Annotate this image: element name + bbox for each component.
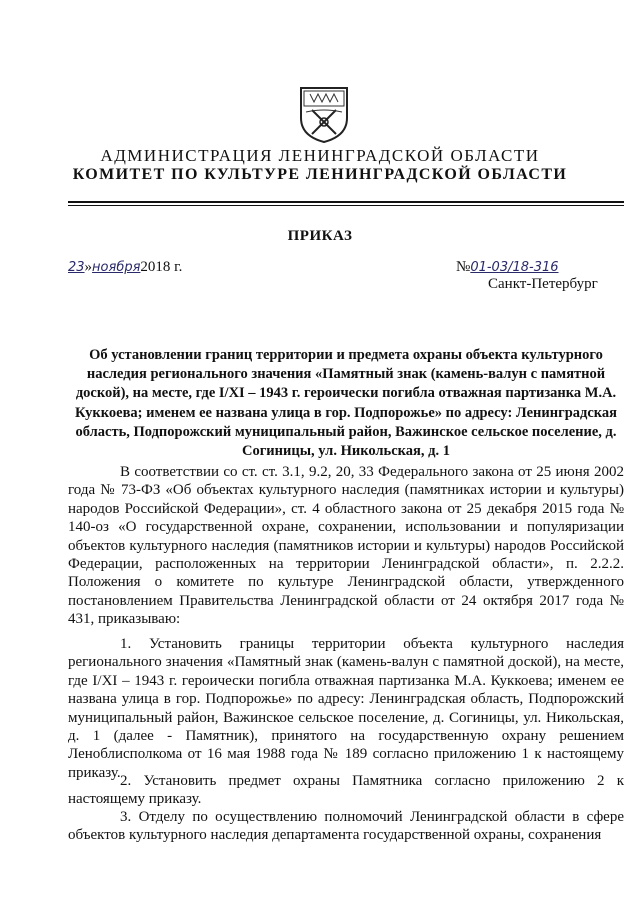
document-number — [456, 259, 559, 276]
header-divider-thick — [68, 201, 624, 203]
coat-of-arms-icon — [298, 84, 350, 144]
preamble-paragraph: В соответствии со ст. ст. 3.1, 9.2, 20, 33 Федерального закона от 25 июня 2002 года № 73-ФЗ «Об объектах культурного наследия (памятниках истории и культуры) народов Российской Федерации», ст. 4 областного закона от 25 декабря 2015 года № 140-оз «О государственной охране, сохранении, использовании и популяризации объектов культурного наследия (памятников истории и культуры) народов Российской Федерации, расположенных на территории Ленинградской области», п. 2.2.2. Положения о комитете по культуре Ленинградской области, утвержденного постановлением Правительства Ленинградской области от 24 октября 2017 года № 431, приказываю: — [68, 464, 624, 628]
document-subject: Об установлении границ территории и предмета охраны объекта культурного наследия регионального значения «Памятный знак (камень-валун с памятной доской), на месте, где I/XI – 1943 г. героически погибла отважная партизанка М.А. Куккоева; именем ее названа улица в гор. Подпорожье» по адресу: Ленинградская область, Подпорожский муниципальный район, Важинское сельское поселение, д. Согиницы, ул. Никольская, д. 1 — [74, 347, 618, 460]
order-item-2: 2. Установить предмет охраны Памятника согласно приложению 2 к настоящему приказу. — [68, 773, 624, 808]
order-item-1: 1. Установить границы территории объекта культурного наследия регионального значения «Памятный знак (камень-валун с памятной доской), на месте, где I/XI – 1943 г. героически погибла отважная партизанка М.А. Куккоева; именем ее названа улица в гор. Подпорожье» по адресу: Ленинградская область, Подпорожский муниципальный район, Важинское сельское поселение, д. Согиницы, ул. Никольская, д. 1 (далее - Памятник), принятого на государственную охрану решением Леноблисполкома от 16 мая 1988 года № 189 согласно приложению 1 к настоящему приказу. — [68, 636, 624, 781]
date-month: ноября — [92, 260, 141, 275]
document-date — [68, 259, 182, 276]
committee-name: КОМИТЕТ ПО КУЛЬТУРЕ ЛЕНИНГРАДСКОЙ ОБЛАСТИ — [72, 166, 568, 183]
date-quote: » — [84, 259, 93, 275]
document-title: ПРИКАЗ — [287, 228, 353, 244]
document-city: Санкт-Петербург — [488, 276, 598, 292]
date-year: 2018 г. — [140, 259, 183, 275]
date-day: 23 — [68, 260, 85, 275]
order-item-3: 3. Отделу по осуществлению полномочий Ленинградской области в сфере объектов культурного наследия департамента государственной охраны, сохранения — [68, 809, 624, 844]
number-value: 01-03/18-316 — [470, 260, 559, 275]
header-divider-thin — [68, 205, 624, 206]
number-prefix: № — [456, 259, 471, 275]
organization-name: АДМИНИСТРАЦИЯ ЛЕНИНГРАДСКОЙ ОБЛАСТИ — [100, 146, 540, 165]
